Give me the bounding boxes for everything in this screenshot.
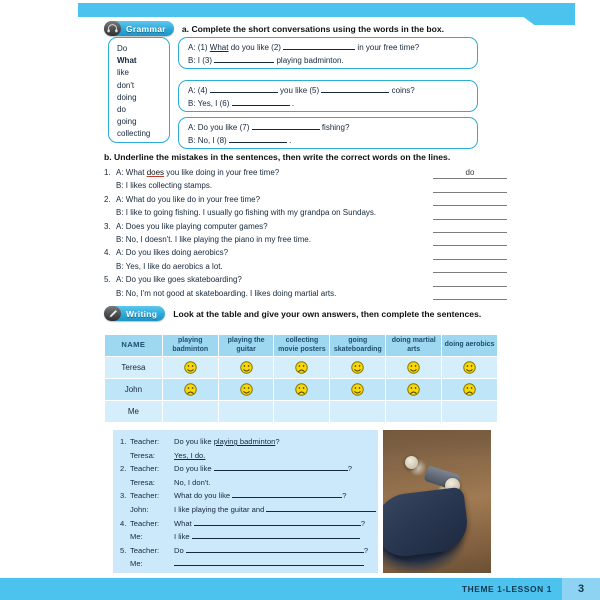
dialogue-text: What do you like bbox=[174, 491, 233, 501]
word-item: collecting bbox=[117, 129, 151, 139]
speaker-label: Teacher: bbox=[130, 491, 160, 501]
conv-a-middle: do you like (2) bbox=[230, 43, 281, 52]
conv-b-suffix: . bbox=[291, 98, 295, 108]
dialogue-text: I like bbox=[174, 532, 192, 542]
sentence-text: B: Yes, I like do aerobics a lot. bbox=[116, 261, 223, 271]
dialogue-text: ? bbox=[360, 518, 366, 528]
writing-section-header bbox=[104, 306, 481, 321]
skateboard-photo bbox=[383, 430, 491, 573]
page-number: 3 bbox=[562, 578, 600, 600]
conv-a-prefix: A: Do you like (7) bbox=[188, 123, 250, 132]
part-b-instruction: b. Underline the mistakes in the sentences, then write the correct words on the lines. bbox=[104, 152, 451, 162]
conv-a-prefix: A: (4) bbox=[188, 86, 208, 95]
sentence-text: B: I like to going fishing. I usually go fishing with my grandpa on Sundays. bbox=[116, 208, 377, 218]
answer-blank[interactable] bbox=[321, 92, 389, 93]
column-header-name: NAME bbox=[105, 335, 163, 357]
speaker-label: Teacher: bbox=[130, 545, 160, 555]
dialogue-text: ? bbox=[347, 464, 352, 474]
dialogue-number: 2. bbox=[120, 464, 127, 474]
word-item: do bbox=[117, 105, 126, 115]
table-row bbox=[105, 357, 498, 379]
column-header-activity: doing martial arts bbox=[386, 335, 442, 357]
sentence-text: A: Do you likes doing aerobics? bbox=[116, 248, 229, 258]
speaker-label: Teresa: bbox=[130, 450, 155, 460]
speaker-label: Teacher: bbox=[130, 464, 160, 474]
sentence-text: B: No, I'm not good at skateboarding. I likes doing martial arts. bbox=[116, 288, 337, 298]
word-bank-box bbox=[108, 37, 170, 143]
sentence-text: A: What do you like do in your free time? bbox=[116, 194, 261, 204]
face-cell bbox=[162, 357, 218, 379]
speaker-label: Teresa: bbox=[130, 477, 155, 487]
answer-line[interactable]: do bbox=[433, 166, 507, 179]
speaker-label: Teacher: bbox=[130, 518, 160, 528]
given-answer: playing badminton bbox=[213, 437, 276, 446]
answer-blank[interactable] bbox=[192, 538, 360, 539]
answer-blank[interactable] bbox=[214, 62, 274, 63]
underlined-mistake[interactable]: does bbox=[146, 168, 165, 177]
conv-a-suffix: coins? bbox=[391, 86, 415, 95]
conv-a-suffix: in your free time? bbox=[357, 43, 420, 52]
face-cell-empty[interactable] bbox=[442, 401, 498, 423]
word-item: going bbox=[117, 117, 137, 127]
sentence-text: you like doing in your free time? bbox=[164, 168, 280, 177]
skateboard-wheel-icon bbox=[405, 456, 418, 469]
row-name: John bbox=[105, 379, 163, 401]
dialogue-text: ? bbox=[363, 545, 369, 555]
answer-blank[interactable] bbox=[194, 525, 361, 526]
face-cell bbox=[274, 357, 330, 379]
dialogue-line bbox=[120, 489, 370, 503]
grammar-badge-label: Grammar bbox=[126, 23, 166, 34]
face-cell bbox=[330, 357, 386, 379]
face-cell bbox=[274, 379, 330, 401]
sentence-text: B: I likes collecting stamps. bbox=[116, 181, 213, 191]
answer-blank[interactable] bbox=[266, 511, 376, 512]
dialogue-line bbox=[120, 503, 370, 517]
answer-blank[interactable] bbox=[229, 142, 287, 143]
conv-b-suffix: playing badminton. bbox=[276, 55, 344, 65]
list-item bbox=[104, 193, 434, 206]
face-cell-empty[interactable] bbox=[386, 401, 442, 423]
answer-line[interactable] bbox=[433, 287, 507, 300]
answer-blank[interactable] bbox=[252, 129, 320, 130]
list-item bbox=[104, 166, 434, 179]
list-item bbox=[104, 233, 434, 246]
preferences-table bbox=[104, 334, 498, 423]
column-header-activity: playing the guitar bbox=[218, 335, 274, 357]
answer-blank[interactable] bbox=[232, 105, 290, 106]
dialogue-line bbox=[120, 517, 370, 531]
speaker-label: John: bbox=[130, 504, 149, 514]
column-header-activity: playing badminton bbox=[162, 335, 218, 357]
word-item: like bbox=[117, 68, 130, 78]
given-answer: Yes, I do. bbox=[174, 450, 206, 460]
list-item bbox=[104, 179, 434, 192]
answer-blank[interactable] bbox=[232, 497, 342, 498]
dialogue-line bbox=[120, 462, 370, 476]
face-cell bbox=[218, 379, 274, 401]
column-header-activity: collecting movie posters bbox=[274, 335, 330, 357]
conversation-box-3 bbox=[178, 117, 478, 149]
row-name: Teresa bbox=[105, 357, 163, 379]
face-cell bbox=[330, 379, 386, 401]
top-banner-tab bbox=[523, 3, 575, 25]
conversation-line-b bbox=[188, 55, 468, 68]
answer-line[interactable] bbox=[433, 193, 507, 206]
photo-background-blur bbox=[383, 430, 491, 464]
sentence-text: A: Does you like playing computer games? bbox=[116, 221, 268, 231]
sentence-text: B: No, I doesn't. I like playing the piano in my free time. bbox=[116, 235, 311, 245]
word-item: Do bbox=[117, 44, 128, 53]
dialogue-exercise-box bbox=[113, 430, 378, 573]
answer-line[interactable] bbox=[433, 220, 507, 233]
face-cell bbox=[218, 357, 274, 379]
column-header-activity: going skateboarding bbox=[330, 335, 386, 357]
list-item bbox=[104, 220, 434, 233]
writing-badge-label: Writing bbox=[126, 308, 158, 319]
dialogue-number: 4. bbox=[120, 518, 127, 528]
dialogue-text: I like playing the guitar and bbox=[174, 504, 267, 514]
face-cell bbox=[442, 357, 498, 379]
answer-line[interactable] bbox=[433, 179, 507, 192]
grammar-badge bbox=[104, 21, 174, 36]
conv-b-prefix: B: Yes, I (6) bbox=[188, 98, 230, 108]
answer-blank[interactable] bbox=[283, 49, 355, 50]
word-item: What bbox=[117, 56, 137, 66]
answer-line[interactable] bbox=[433, 206, 507, 219]
conv-b-suffix: . bbox=[289, 135, 292, 145]
answer-line[interactable] bbox=[433, 246, 507, 259]
item-number: 4. bbox=[104, 248, 111, 258]
word-item: don't bbox=[117, 80, 135, 90]
dialogue-text: What bbox=[174, 518, 194, 528]
list-item bbox=[104, 260, 434, 273]
speaker-label: Teacher: bbox=[130, 437, 160, 446]
answer-line[interactable] bbox=[433, 273, 507, 286]
headphones-icon bbox=[104, 21, 121, 36]
face-cell bbox=[386, 379, 442, 401]
speaker-label: Me: bbox=[130, 559, 143, 569]
conv-b-prefix: B: I (3) bbox=[188, 55, 213, 65]
dialogue-text: ? bbox=[275, 437, 280, 446]
dialogue-text: ? bbox=[342, 491, 347, 501]
dialogue-line bbox=[120, 476, 370, 490]
conversation-line-b bbox=[188, 98, 468, 111]
dialogue-text: Do you like bbox=[174, 437, 214, 446]
table-row bbox=[105, 379, 498, 401]
face-cell-empty[interactable] bbox=[274, 401, 330, 423]
conversation-line-a bbox=[188, 42, 468, 55]
grammar-section-header bbox=[104, 21, 444, 36]
item-number: 2. bbox=[104, 194, 111, 204]
dialogue-number: 1. bbox=[120, 437, 127, 446]
conv-b-prefix: B: No, I (8) bbox=[188, 135, 227, 145]
dialogue-number: 5. bbox=[120, 545, 127, 555]
conversation-line-a bbox=[188, 85, 468, 98]
dialogue-line bbox=[120, 544, 370, 558]
writing-badge bbox=[104, 306, 165, 321]
face-cell-empty[interactable] bbox=[218, 401, 274, 423]
face-cell bbox=[442, 379, 498, 401]
page-footer bbox=[0, 578, 600, 600]
dialogue-line bbox=[120, 435, 370, 449]
sentence-text: A: What bbox=[116, 168, 147, 177]
answer-blank[interactable] bbox=[186, 552, 364, 553]
table-row bbox=[105, 401, 498, 423]
list-item bbox=[104, 287, 434, 300]
writing-instruction: Look at the table and give your own answers, then complete the sentences. bbox=[173, 308, 482, 319]
speaker-label: Me: bbox=[130, 532, 143, 542]
dialogue-line bbox=[120, 557, 370, 571]
dialogue-text: Do bbox=[174, 545, 186, 555]
conv-a-suffix: fishing? bbox=[321, 123, 350, 132]
item-number: 1. bbox=[104, 168, 111, 177]
list-item bbox=[104, 206, 434, 219]
face-cell bbox=[386, 357, 442, 379]
conv-a-middle: you like (5) bbox=[280, 86, 320, 95]
item-number: 3. bbox=[104, 221, 111, 231]
answer-line[interactable] bbox=[433, 260, 507, 273]
list-item bbox=[104, 273, 434, 286]
conversation-box-2 bbox=[178, 80, 478, 112]
dialogue-number: 3. bbox=[120, 491, 127, 501]
grammar-instruction: a. Complete the short conversations using the words in the box. bbox=[181, 23, 445, 34]
answer-blank[interactable] bbox=[210, 92, 278, 93]
part-b-answer-lines bbox=[433, 166, 507, 300]
sentence-text: A: Do you like goes skateboarding? bbox=[116, 275, 242, 285]
answer-line[interactable] bbox=[433, 233, 507, 246]
dialogue-text: No, I don't. bbox=[174, 477, 211, 487]
dialogue-line bbox=[120, 530, 370, 544]
table-header-row bbox=[105, 335, 498, 357]
face-cell-empty[interactable] bbox=[330, 401, 386, 423]
word-item: doing bbox=[117, 92, 137, 102]
face-cell bbox=[162, 379, 218, 401]
face-cell-empty[interactable] bbox=[162, 401, 218, 423]
dialogue-line bbox=[120, 449, 370, 463]
skateboard-deck-icon bbox=[383, 487, 470, 560]
footer-theme-label: THEME 1-LESSON 1 bbox=[461, 584, 552, 594]
part-b-sentence-list bbox=[104, 166, 434, 300]
answer-blank[interactable] bbox=[214, 470, 348, 471]
conversation-line-a bbox=[188, 122, 468, 135]
conv-a-prefix: A: (1) bbox=[188, 43, 208, 52]
row-name: Me bbox=[105, 401, 163, 423]
list-item bbox=[104, 246, 434, 259]
conversation-line-b bbox=[188, 135, 468, 148]
column-header-activity: doing aerobics bbox=[442, 335, 498, 357]
top-banner bbox=[78, 3, 545, 17]
pencil-icon bbox=[104, 306, 121, 321]
conv-given-answer: What bbox=[209, 43, 229, 52]
answer-blank[interactable] bbox=[174, 565, 364, 566]
item-number: 5. bbox=[104, 275, 111, 285]
dialogue-text: Do you like bbox=[174, 464, 214, 474]
conversation-box-1 bbox=[178, 37, 478, 69]
